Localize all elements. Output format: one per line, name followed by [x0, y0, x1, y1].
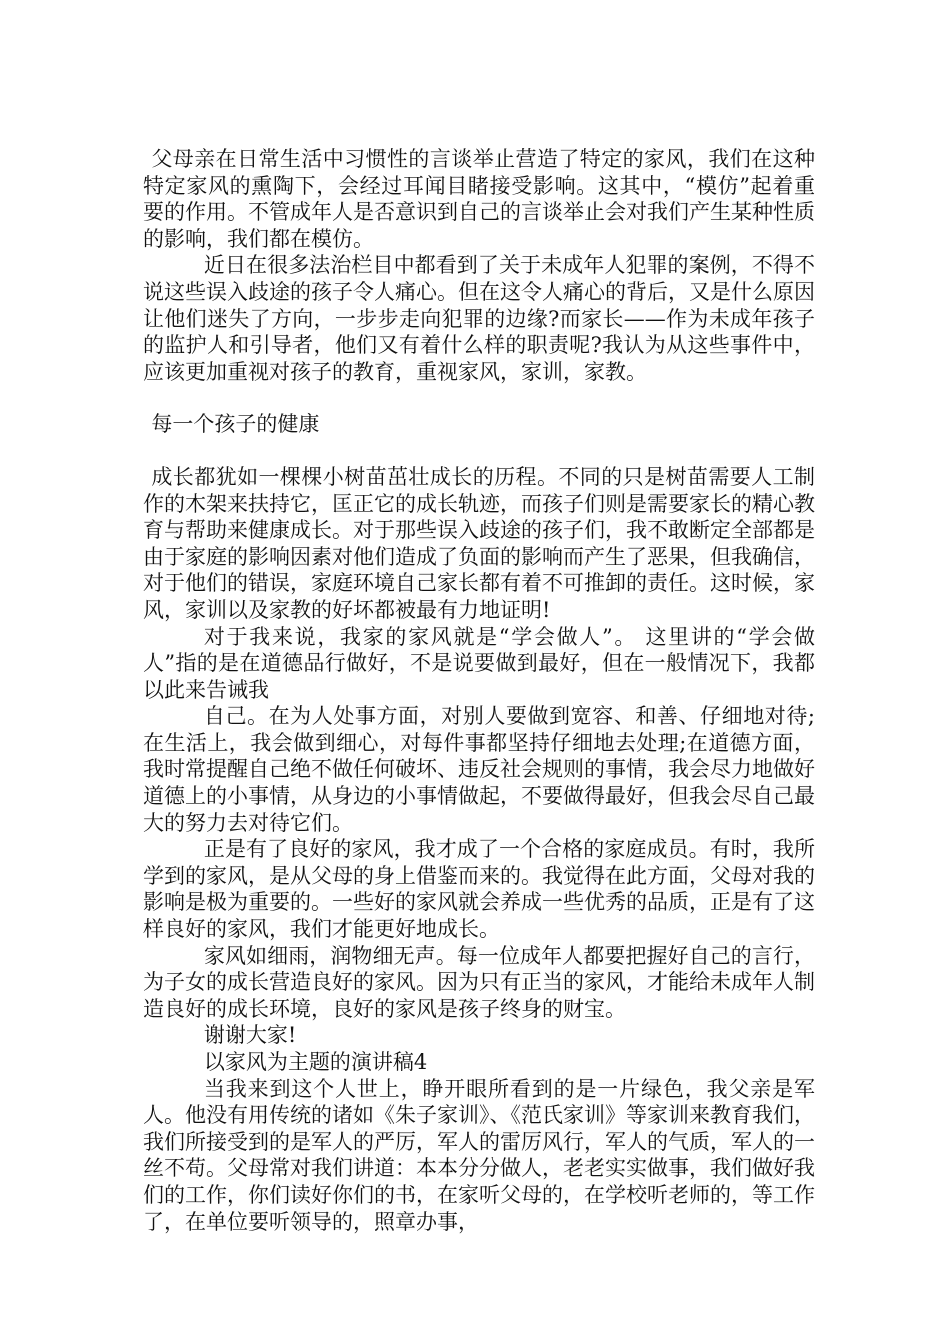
- paragraph-2: 近日在很多法治栏目中都看到了关于未成年人犯罪的案例，不得不说这些误入歧途的孩子令人痛心。但在这令人痛心的背后，又是什么原因让他们迷失了方向，一步步走向犯罪的边缘?而家长——作为未成年孩子的监护人和引导者，他们又有着什么样的职责呢?我认为从这些事件中，应该更加重视对孩子的教育，重视家风，家训，家教。: [143, 253, 815, 384]
- paragraph-6: 正是有了良好的家风，我才成了一个合格的家庭成员。有时，我所学到的家风，是从父母的身上借鉴而来的。我觉得在此方面，父母对我的影响是极为重要的。一些好的家风就会养成一些优秀的品质，正是有了这样良好的家风，我们才能更好地成长。: [143, 837, 815, 942]
- paragraph-4: 对于我来说，我家的家风就是“学会做人”。 这里讲的“学会做人”指的是在道德品行做好，不是说要做到最好，但在一般情况下，我都以此来告诫我: [143, 624, 815, 702]
- paragraph-10: 当我来到这个人世上，睁开眼所看到的是一片绿色，我父亲是军人。他没有用传统的诸如《朱子家训》、《范氏家训》等家训来教育我们，我们所接受到的是军人的严厉，军人的雷厉风行，军人的气质，军人的一丝不苟。父母常对我们讲道：本本分分做人，老老实实做事，我们做好我们的工作，你们读好你们的书，在家听父母的，在学校听老师的，等工作了，在单位要听领导的，照章办事，: [143, 1076, 815, 1234]
- paragraph-1: 父母亲在日常生活中习惯性的言谈举止营造了特定的家风，我们在这种特定家风的熏陶下，会经过耳闻目睹接受影响。这其中，“模仿”起着重要的作用。不管成年人是否意识到自己的言谈举止会对我们产生某种性质的影响，我们都在模仿。: [143, 147, 815, 251]
- paragraph-3: 成长都犹如一棵棵小树苗茁壮成长的历程。不同的只是树苗需要人工制作的木架来扶持它，匡正它的成长轨迹，而孩子们则是需要家长的精心教育与帮助来健康成长。对于那些误入歧途的孩子们，我不敢断定全部都是由于家庭的影响因素对他们造成了负面的影响而产生了恶果，但我确信，对于他们的错误，家庭环境自己家长都有着不可推卸的责任。这时候，家风，家训以及家教的好坏都被最有力地证明!: [143, 464, 815, 622]
- paragraph-5: 自己。在为人处事方面，对别人要做到宽容、和善、仔细地对待;在生活上，我会做到细心，对每件事都坚持仔细地去处理;在道德方面，我时常提醒自己绝不做任何破坏、违反社会规则的事情，我会尽力地做好道德上的小事情，从身边的小事情做起，不要做得最好，但我会尽自己最大的努力去对待它们。: [143, 704, 815, 835]
- document-page: [143, 146, 815, 1235]
- closing-line: 谢谢大家!: [203, 1023, 297, 1048]
- paragraph-7: 家风如细雨，润物细无声。每一位成年人都要把握好自己的言行，为子女的成长营造良好的家风。因为只有正当的家风，才能给未成年人制造良好的成长环境，良好的家风是孩子终身的财宝。: [143, 943, 815, 1021]
- section-heading: 每一个孩子的健康: [151, 412, 320, 437]
- speech-title: 以家风为主题的演讲稿4: [203, 1050, 428, 1074]
